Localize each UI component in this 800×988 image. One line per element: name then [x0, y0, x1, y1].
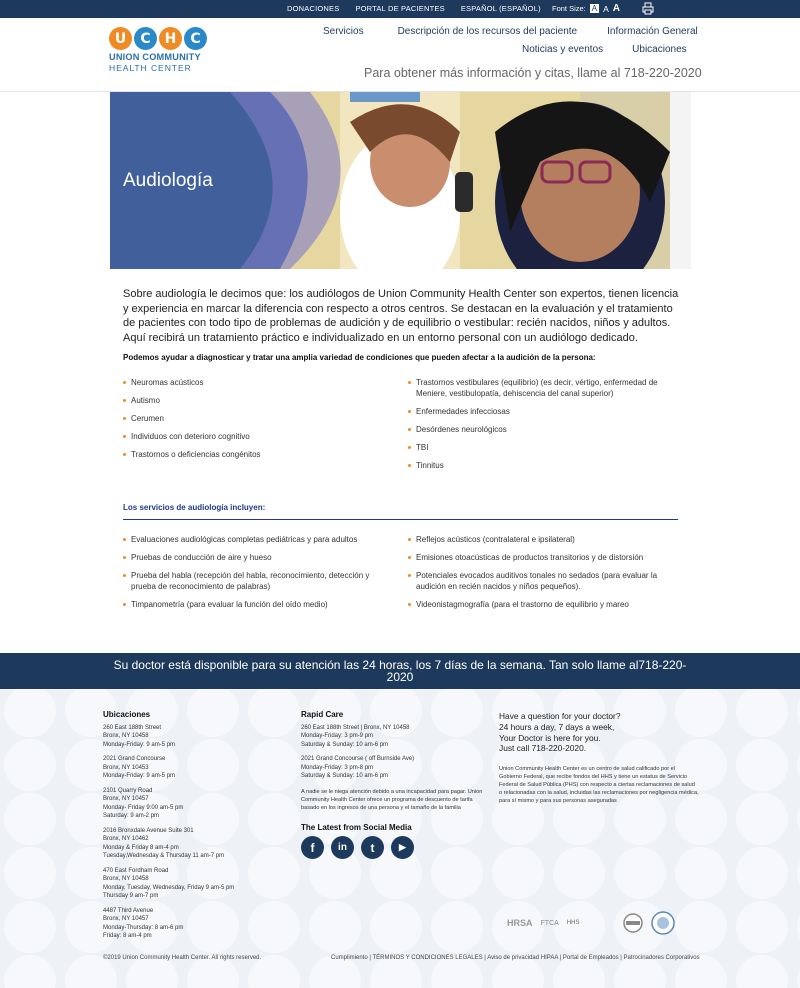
logo-line1: UNION COMMUNITY — [109, 52, 201, 62]
list-item: Desórdenes neurológicos — [408, 424, 678, 435]
footer-pattern-circle — [736, 689, 788, 737]
address-line: Friday: 8 am-4 pm — [103, 933, 152, 939]
address-line: Saturday & Sunday: 10 am-6 pm — [301, 773, 389, 779]
youtube-icon[interactable]: ▶ — [391, 836, 414, 859]
footer-pattern-circle — [736, 793, 788, 845]
font-size-large-button[interactable]: A — [612, 3, 621, 14]
hero-banner — [110, 92, 691, 269]
footer-pattern-circle — [553, 847, 605, 899]
help-line: Have a question for your doctor? — [499, 711, 621, 721]
social-title: The Latest from Social Media — [301, 823, 412, 832]
availability-banner: Su doctor está disponible para su atención las 24 horas, los 7 días de la semana. Tan solo llame al718-220-2020 — [0, 653, 800, 689]
list-item: Evaluaciones audiológicas completas pediátricas y para adultos — [123, 534, 385, 545]
doctor-help-text — [499, 711, 709, 754]
nav-patient-resources[interactable]: Descripción de los recursos del paciente — [397, 26, 578, 37]
intro-paragraph: Sobre audiología le decimos que: los audiólogos de Union Community Health Center son expertos, tienen licencia y experiencia en marcar la diferencia con respecto a otros centros. Se destacan en la evaluación y el tratamiento de pacientes con todo tipo de problemas de audición y de equilibrio o vestibular: recién nacidos, niños y adultos. Aquí recibirá un tratamiento práctico e individualizado en un entorno personal con un audiólogo dedicado. — [123, 288, 679, 344]
donations-link[interactable]: DONACIONES — [287, 4, 340, 13]
font-size-small-button[interactable]: A — [591, 4, 598, 13]
address-line: 2101 Quarry Road — [103, 787, 153, 794]
logo-letter-c: C — [134, 27, 157, 50]
list-item: Cerumen — [123, 413, 393, 424]
address-line: Bronx, NY 10458 — [103, 876, 149, 882]
sponsors-link[interactable]: Patrocinadores Corporativos — [623, 955, 700, 961]
nav-news-events[interactable]: Noticias y eventos — [522, 44, 604, 55]
address-line: Monday & Friday 8 am-4 pm — [103, 844, 179, 851]
address-line: Monday-Thursday: 8 am-6 pm — [103, 924, 184, 931]
linkedin-icon[interactable]: in — [331, 836, 354, 859]
list-item: Videonistagmografía (para el trastorno de equilibrio y mareo — [408, 599, 673, 610]
help-line: Your Doctor is here for you. — [499, 732, 601, 743]
logo-letter-u: U — [109, 27, 132, 50]
location-address — [103, 867, 283, 901]
nav-locations[interactable]: Ubicaciones — [632, 44, 687, 55]
footer-pattern-circle — [736, 955, 788, 988]
logo-letter-h: H — [159, 27, 182, 50]
address-line: Monday-Friday: 9 am-5 pm — [103, 773, 176, 779]
footer-pattern-circle — [675, 847, 727, 899]
list-item: Autismo — [123, 395, 393, 406]
logo-line2: HEALTH CENTER — [109, 63, 192, 73]
list-item: Emisiones otoacústicas de productos transitorios y de distorsión — [408, 552, 673, 563]
footer-pattern-circle — [4, 847, 56, 899]
address-line: Tuesday,Wednesday & Thursday 11 am-7 pm — [103, 853, 225, 859]
twitter-icon[interactable]: t — [361, 836, 384, 859]
address-line: Bronx, NY 10458 — [103, 733, 149, 739]
social-links — [301, 836, 414, 859]
appointment-cta: Para obtener más información y citas, llame al 718-220-2020 — [364, 66, 702, 80]
footer-pattern-circle — [736, 739, 788, 791]
help-line: 24 hours a day, 7 days a week, — [499, 721, 615, 732]
list-item: Trastornos o deficiencias congénitos — [123, 449, 393, 460]
address-line: Saturday & Sunday: 10 am-6 pm — [301, 741, 389, 748]
footer-pattern-circle — [431, 901, 483, 953]
ncqa-seal-icon — [623, 913, 643, 933]
font-size-control — [552, 3, 620, 14]
address-line: Saturday: 9 am-2 pm — [103, 813, 160, 819]
site-footer — [0, 689, 800, 988]
hipaa-link[interactable]: Aviso de privacidad HIPAA — [487, 955, 559, 961]
address-line: 260 East 188th Street — [103, 724, 162, 731]
footer-pattern-circle — [4, 955, 56, 988]
print-icon[interactable] — [642, 2, 654, 15]
location-address — [103, 755, 283, 781]
font-size-label: Font Size: — [552, 4, 586, 13]
address-line: 260 East 188th Street | Bronx, NY 10458 — [301, 724, 410, 731]
nav-general-info[interactable]: Información General — [607, 26, 698, 37]
location-address — [103, 907, 283, 941]
top-utility-bar — [0, 0, 800, 18]
footer-pattern-circle — [675, 901, 727, 953]
footer-pattern-circle — [4, 793, 56, 845]
address-line: Monday-Friday: 3 pm-8 pm — [301, 764, 374, 771]
location-address — [103, 724, 283, 750]
list-item: Timpanometría (para evaluar la función del oído medio) — [123, 599, 385, 610]
list-item: TBI — [408, 442, 678, 453]
location-address — [103, 827, 283, 861]
footer-pattern-circle — [492, 847, 544, 899]
nav-services[interactable]: Servicios — [323, 26, 364, 37]
footer-pattern-circle — [431, 847, 483, 899]
font-size-medium-button[interactable]: A — [603, 3, 609, 14]
location-address — [301, 724, 491, 750]
accreditation-badges — [507, 911, 675, 935]
services-heading: Los servicios de audiología incluyen: — [123, 503, 266, 512]
footer-pattern-circle — [4, 689, 56, 737]
language-selector[interactable]: ESPAÑOL (ESPAÑOL) — [460, 4, 541, 13]
list-item: Pruebas de conducción de aire y hueso — [123, 552, 385, 563]
address-line: 4487 Third Avenue — [103, 907, 154, 914]
conditions-heading: Podemos ayudar a diagnosticar y tratar una amplia variedad de condiciones que pueden afectar a la audición de la persona: — [123, 353, 596, 362]
rapid-care-title: Rapid Care — [301, 710, 344, 719]
conditions-list-left — [123, 377, 393, 460]
list-item: Prueba del habla (recepción del habla, reconocimiento, detección y prueba de reconocimiento de palabras) — [123, 570, 385, 592]
ftca-disclaimer: Union Community Health Center es un centro de salud calificado por el Gobierno Federal, que recibe fondos del HHS y tiene un estatus de Servicio Federal de Salud Pública (PHS) con respecto a ciertas reclamaciones de salud o relacionadas con la salud, incluidas las reclamaciones por negligencia médica, para sí mismo y para sus personas aseguradas — [499, 766, 699, 804]
patient-portal-link[interactable]: PORTAL DE PACIENTES — [355, 4, 445, 13]
footer-pattern-circle — [736, 847, 788, 899]
address-line: Bronx, NY 10457 — [103, 796, 149, 802]
employee-portal-link[interactable]: Portal de Empleados — [562, 955, 619, 961]
list-item: Trastornos vestibulares (equilibrio) (es decir, vértigo, enfermedad de Meniere, vestibulopatía, dehiscencia del canal superior) — [408, 377, 678, 399]
help-line: Just call 718-220-2020. — [499, 743, 587, 754]
address-line: 2016 Bronxdale Avenue Suite 301 — [103, 827, 194, 834]
address-line: Thursday 9 am-7 pm — [103, 893, 159, 899]
terms-link[interactable]: TÉRMINOS Y CONDICIONES LEGALES — [372, 955, 483, 961]
location-address — [301, 755, 491, 781]
address-line: Bronx, NY 10453 — [103, 764, 149, 771]
list-item: Neuromas acústicos — [123, 377, 393, 388]
hrsa-logo: HRSA — [507, 918, 533, 928]
utility-links — [287, 4, 557, 13]
services-divider — [123, 519, 678, 520]
footer-pattern-circle — [4, 739, 56, 791]
address-line: Bronx, NY 10462 — [103, 836, 149, 842]
address-line: 470 East Fordham Road — [103, 867, 169, 874]
footer-pattern-circle — [370, 901, 422, 953]
facebook-icon[interactable]: f — [301, 836, 324, 859]
rapid-care-column — [301, 711, 491, 787]
list-item: Enfermedades infecciosas — [408, 406, 678, 417]
address-line: Monday- Friday 9:00 am-5 pm — [103, 804, 184, 811]
footer-pattern-circle — [736, 901, 788, 953]
conditions-list-right — [408, 377, 678, 471]
logo-letter-c2: C — [184, 27, 207, 50]
copyright: ©2019 Union Community Health Center. All rights reserved. — [103, 955, 262, 961]
address-line: 2021 Grand Concourse — [103, 756, 166, 762]
main-nav-row1 — [323, 26, 698, 37]
locations-column — [103, 711, 283, 947]
list-item: Tinnitus — [408, 460, 678, 471]
page-title: Audiología — [123, 170, 213, 191]
list-item: Individuos con deterioro cognitivo — [123, 431, 393, 442]
services-list-left — [123, 534, 385, 610]
locations-title: Ubicaciones — [103, 710, 151, 719]
compliance-link[interactable]: Cumplimiento — [331, 955, 368, 961]
ftca-logo: FTCA — [540, 919, 559, 927]
site-header — [0, 18, 800, 92]
main-nav-row2 — [522, 44, 687, 55]
uchc-logo[interactable] — [109, 27, 207, 73]
address-line: Monday-Friday: 9 am-5 pm — [103, 741, 176, 748]
footer-pattern-circle — [4, 901, 56, 953]
address-line: 2021 Grand Concourse ( off Burnside Ave) — [301, 756, 415, 762]
list-item: Reflejos acústicos (contralateral e ipsilateral) — [408, 534, 673, 545]
no-denial-notice: A nadie se le niega atención debido a una incapacidad para pagar. Union Community Health Center ofrece un programa de descuento de tarifa basado en los ingresos de una persona y el tamaño de la familia — [301, 789, 483, 811]
footer-pattern-circle — [614, 847, 666, 899]
list-item: Potenciales evocados auditivos tonales no sedados (para evaluar la audición en recién nacidos y niños pequeños). — [408, 570, 673, 592]
hhs-logo: HHS — [566, 920, 580, 926]
footer-pattern-circle — [309, 901, 361, 953]
address-line: Bronx, NY 10457 — [103, 916, 149, 922]
services-list-right — [408, 534, 673, 610]
address-line: Monday, Tuesday, Wednesday, Friday 9 am-5 pm — [103, 884, 235, 891]
address-line: Monday-Friday: 3 pm-9 pm — [301, 733, 374, 739]
footer-links: Cumplimiento | TÉRMINOS Y CONDICIONES LEGALES | Aviso de privacidad HIPAA | Portal de Empleados | Patrocinadores Corporativos — [331, 955, 700, 961]
location-address — [103, 787, 283, 821]
pcmh-seal-icon — [651, 911, 675, 935]
